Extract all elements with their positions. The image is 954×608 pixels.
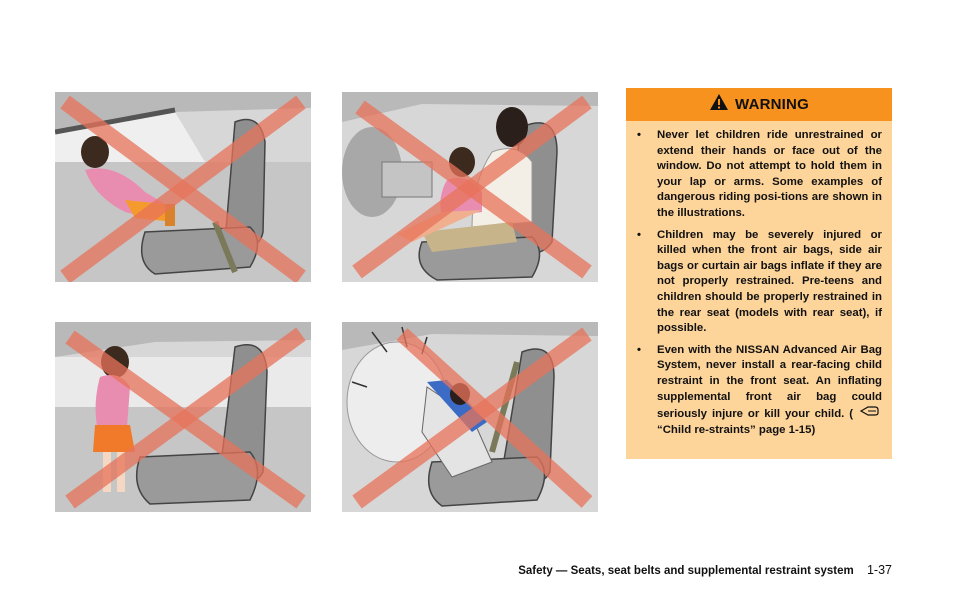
reference-hand-icon (860, 405, 880, 423)
warning-item-text: Never let children ride unrestrained or extend their hands or face out of the window. Do not attempt to hold them in your lap or arms. Some examples of dangerous riding posi-tions are shown in the illustrations. (657, 129, 882, 219)
reference-link[interactable]: “Child re-straints” page 1-15) (657, 423, 816, 436)
illustration-child-standing (55, 322, 311, 512)
warning-header (626, 88, 892, 121)
warning-item: • Even with the NISSAN Advanced Air Bag System, never install a rear-facing child restraint in the front seat. An inflating supplemental front air bag could seriously injure or kill your child. ( “Child re-straints” page 1-15) (637, 343, 882, 436)
warning-list (626, 121, 892, 438)
page-number: 1-37 (866, 563, 892, 577)
warning-triangle-icon (709, 93, 729, 116)
warning-item: • Never let children ride unrestrained or extend their hands or face out of the window. Do not attempt to hold them in your lap or arms. Some examples of dangerous riding posi-tions are shown in the illustrations. (637, 129, 882, 219)
illustration-rear-facing-airbag (342, 322, 598, 512)
footer-section-title: Safety — Seats, seat belts and supplemental restraint system (518, 565, 854, 577)
warning-item-text: Even with the NISSAN Advanced Air Bag System, never install a rear-facing child restraint in the front seat. An inflating supplemental front air bag could seriously injure or kill your child. ( (657, 343, 882, 420)
warning-box (626, 88, 892, 459)
warning-title: WARNING (735, 96, 809, 113)
warning-item: • Children may be severely injured or killed when the front air bags, side air bags or curtain air bags inflate if they are not properly restrained. Pre-teens and children should be properly restrained in the rear seat (models with rear seat), if possible. (637, 228, 882, 335)
page-footer (518, 563, 892, 577)
illustration-child-on-lap (342, 92, 598, 282)
warning-item-text: Children may be severely injured or killed when the front air bags, side air bags or curtain air bags inflate if they are not properly restrained. Pre-teens and children should be properly restrained in the rear seat (models with rear seat), if possible. (657, 228, 882, 335)
illustration-child-out-window (55, 92, 311, 282)
